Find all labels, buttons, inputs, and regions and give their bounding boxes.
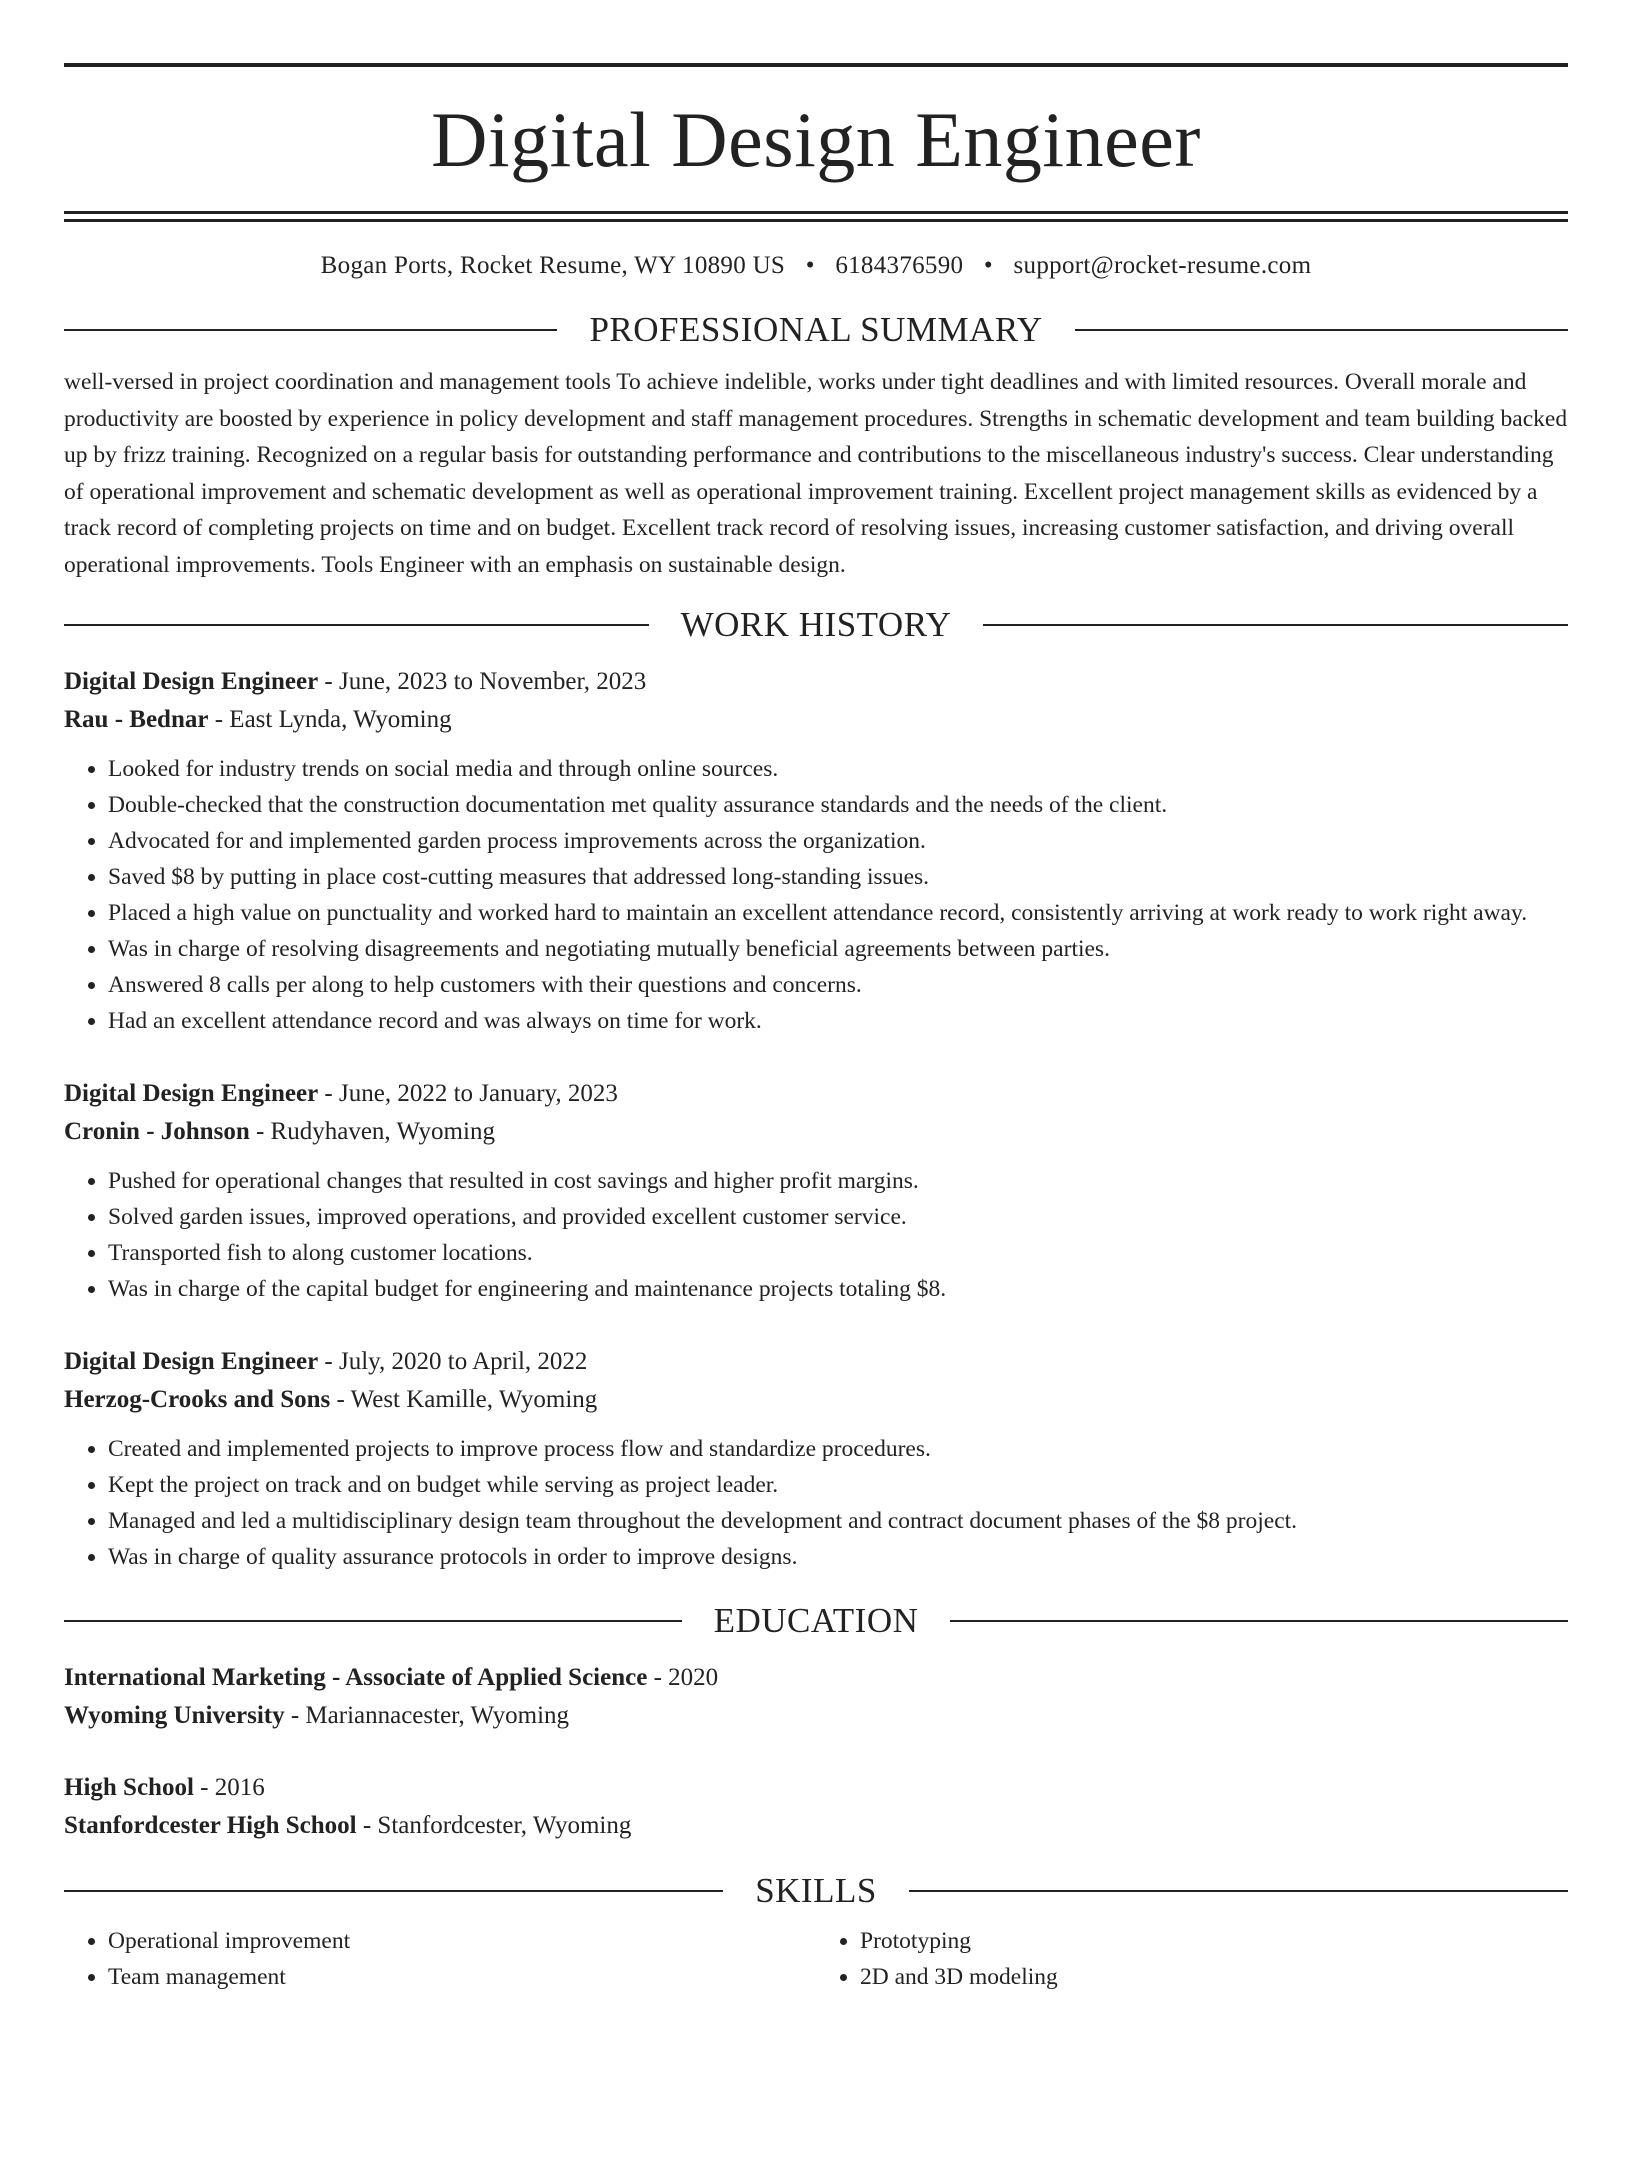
list-item: • Managed and led a multidisciplinary design team throughout the development and contract document phases of the $8 project. xyxy=(108,1503,1568,1539)
education-school: Stanfordcester High School xyxy=(64,1812,357,1839)
list-item: • Answered 8 calls per along to help customers with their questions and concerns. xyxy=(108,967,1568,1003)
section-rule xyxy=(950,1620,1568,1622)
education-location: - Mariannacester, Wyoming xyxy=(284,1702,570,1729)
list-item: • Solved garden issues, improved operations, and provided excellent customer service. xyxy=(108,1199,1568,1235)
section-rule xyxy=(64,1620,682,1622)
list-item: • Transported fish to along customer locations. xyxy=(108,1235,1568,1271)
list-item: • Created and implemented projects to improve process flow and standardize procedures. xyxy=(108,1431,1568,1467)
education-degree: High School xyxy=(64,1774,194,1801)
list-item: • Was in charge of quality assurance protocols in order to improve designs. xyxy=(108,1539,1568,1575)
job-bullets xyxy=(64,751,1568,1039)
contact-separator: • xyxy=(805,252,815,279)
job-title: Digital Design Engineer xyxy=(64,1348,319,1375)
section-rule xyxy=(909,1890,1568,1892)
contact-address: Bogan Ports, Rocket Resume, WY 10890 US xyxy=(320,252,786,279)
job-title: Digital Design Engineer xyxy=(64,668,319,695)
list-item: • Kept the project on track and on budget while serving as project leader. xyxy=(108,1467,1568,1503)
list-item: • Had an excellent attendance record and was always on time for work. xyxy=(108,1003,1568,1039)
job-title: Digital Design Engineer xyxy=(64,1080,319,1107)
education-entry xyxy=(64,1659,1568,1735)
list-item: • Was in charge of the capital budget for engineering and maintenance projects totaling $8. xyxy=(108,1271,1568,1307)
job-company: Cronin - Johnson xyxy=(64,1118,250,1145)
title-double-rule xyxy=(64,211,1568,222)
job-bullets xyxy=(64,1163,1568,1307)
section-title-work: WORK HISTORY xyxy=(680,605,952,644)
job-title-line xyxy=(64,1343,1568,1381)
job-entry xyxy=(64,663,1568,1039)
section-rule xyxy=(64,1890,723,1892)
list-item: • Pushed for operational changes that resulted in cost savings and higher profit margins. xyxy=(108,1163,1568,1199)
education-degree: International Marketing - Associate of Applied Science xyxy=(64,1664,648,1691)
section-header-education xyxy=(64,1601,1568,1641)
education-year: - 2016 xyxy=(193,1774,265,1801)
page-title: Digital Design Engineer xyxy=(431,96,1201,183)
section-rule xyxy=(983,624,1568,626)
education-location: - Stanfordcester, Wyoming xyxy=(356,1812,632,1839)
top-rule xyxy=(64,63,1568,67)
job-company: Rau - Bednar xyxy=(64,706,209,733)
job-bullets xyxy=(64,1431,1568,1575)
education-school-line xyxy=(64,1807,1568,1845)
list-item: • Advocated for and implemented garden process improvements across the organization. xyxy=(108,823,1568,859)
summary-text: well-versed in project coordination and management tools To achieve indelible, works under tight deadlines and with limited resources. Overall morale and productivity are boosted by experience in policy development and staff management procedures. Strengths in schematic development and team building backed up by frizz training. Recognized on a regular basis for outstanding performance and contributions to the miscellaneous industry's success. Clear understanding of operational improvement and schematic development as well as operational improvement training. Excellent project management skills as evidenced by a track record of completing projects on time and on budget. Excellent track record of resolving issues, increasing customer satisfaction, and driving overall operational improvements. Tools Engineer with an emphasis on sustainable design. xyxy=(64,369,1568,578)
section-header-skills xyxy=(64,1871,1568,1911)
skills-column-right xyxy=(816,1923,1568,1995)
job-company: Herzog-Crooks and Sons xyxy=(64,1386,331,1413)
job-location: - West Kamille, Wyoming xyxy=(330,1386,598,1413)
job-title-line xyxy=(64,663,1568,701)
skills-column-left xyxy=(64,1923,816,1995)
job-dates: - June, 2023 to November, 2023 xyxy=(318,668,647,695)
job-dates: - July, 2020 to April, 2022 xyxy=(318,1348,588,1375)
list-item: • Saved $8 by putting in place cost-cutting measures that addressed long-standing issues. xyxy=(108,859,1568,895)
section-rule xyxy=(64,329,557,331)
job-location: - Rudyhaven, Wyoming xyxy=(249,1118,495,1145)
section-title-skills: SKILLS xyxy=(755,1871,877,1910)
list-item: • Operational improvement xyxy=(108,1923,816,1959)
contact-phone[interactable]: 6184376590 xyxy=(835,252,964,279)
skills-grid xyxy=(64,1923,1568,1995)
job-entry xyxy=(64,1075,1568,1307)
education-degree-line xyxy=(64,1659,1568,1697)
education-school-line xyxy=(64,1697,1568,1735)
section-title-summary: PROFESSIONAL SUMMARY xyxy=(589,310,1043,349)
job-title-line xyxy=(64,1075,1568,1113)
resume-page xyxy=(0,63,1632,2175)
education-school: Wyoming University xyxy=(64,1702,285,1729)
education-degree-line xyxy=(64,1769,1568,1807)
contact-line xyxy=(64,252,1568,280)
contact-email[interactable]: support@rocket-resume.com xyxy=(1013,252,1312,279)
job-company-line xyxy=(64,701,1568,739)
list-item: • Team management xyxy=(108,1959,816,1995)
section-rule xyxy=(1075,329,1568,331)
job-entry xyxy=(64,1343,1568,1575)
section-rule xyxy=(64,624,649,626)
list-item: • Was in charge of resolving disagreements and negotiating mutually beneficial agreements between parties. xyxy=(108,931,1568,967)
list-item: • 2D and 3D modeling xyxy=(860,1959,1568,1995)
job-dates: - June, 2022 to January, 2023 xyxy=(318,1080,618,1107)
section-header-summary xyxy=(64,310,1568,350)
section-header-work xyxy=(64,605,1568,645)
contact-separator: • xyxy=(983,252,993,279)
education-year: - 2020 xyxy=(647,1664,719,1691)
job-company-line xyxy=(64,1381,1568,1419)
education-entry xyxy=(64,1769,1568,1845)
list-item: • Looked for industry trends on social media and through online sources. xyxy=(108,751,1568,787)
list-item: • Double-checked that the construction documentation met quality assurance standards and the needs of the client. xyxy=(108,787,1568,823)
list-item: • Prototyping xyxy=(860,1923,1568,1959)
list-item: • Placed a high value on punctuality and worked hard to maintain an excellent attendance record, consistently arriving at work ready to work right away. xyxy=(108,895,1568,931)
job-company-line xyxy=(64,1113,1568,1151)
job-location: - East Lynda, Wyoming xyxy=(208,706,452,733)
section-title-education: EDUCATION xyxy=(713,1601,919,1640)
